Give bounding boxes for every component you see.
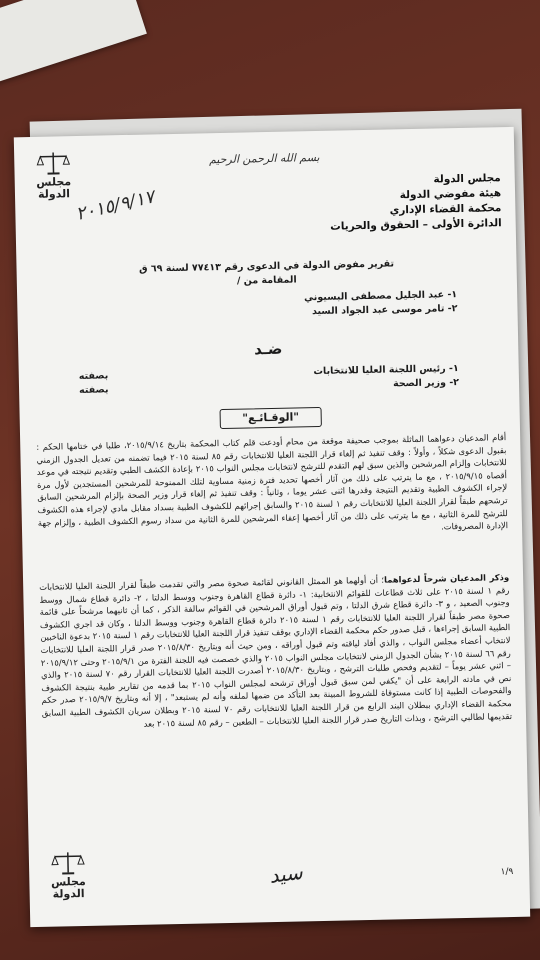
logo-footer-text: مجلس الدولة [50,874,86,901]
defendant-2-capacity: بصفته [78,384,109,397]
document-header [281,171,502,236]
facts-paragraph-2 [39,571,512,732]
header-line-4: الدائرة الأولى – الحقوق والحريات [330,217,502,233]
defendants-list [79,362,460,398]
report-title [106,257,427,292]
header-line-3: محكمة القضاء الإداري [389,202,502,217]
basmala: بسم الله الرحمن الرحيم [208,150,320,167]
facts-heading: "الوقـائـع" [220,407,322,429]
handwritten-signature: سيد [267,859,304,888]
plaintiffs-list [157,288,458,322]
handwritten-date: ٢٠١٥/٩/١٧ [73,186,157,226]
background-paper [0,0,147,83]
document-page [14,127,530,927]
header-line-2: هيئة مفوضي الدولة [399,187,502,202]
paragraph-2-lead: وذكر المدعيان شرحاً لدعواهما [383,572,510,585]
defendant-1-name: ١- رئيس اللجنة العليا للانتخابات [313,363,459,378]
council-logo [22,150,85,201]
page-number: ١/٩ [500,867,514,878]
against-heading: ضـد [253,339,283,359]
logo-text: مجلس الدولة [36,175,72,201]
defendant-1-capacity: بصفته [78,370,109,383]
council-logo-footer [37,850,100,901]
plaintiff-1: ١- عبد الجليل مصطفى البسيوني [304,289,458,304]
scales-icon [36,150,71,177]
facts-paragraph-1: أقام المدعيان دعواهما الماثلة بموجب صحيفة موقعة من محام أودعت قلم كتاب المحكمة بتاريخ ٢٠١٥/٩/١٤، طلبا في ختامها الحكم : بقبول الدعوى شكلاً ، وأولاً : وقف تنفيذ ثم إلغاء قرار اللجنة العليا للانتخابات رقم ٨٥ لسنة ٢٠١٥ فيما تضمنه من تعديل الجدول الزمني للانتخابات وإلزام المرشحين والذين سبق لهم التقدم للترشح لانتخابات مجلس النواب ٢٠١٥ بإعادة الكشف الطبي وتقديم نتيجته في موعد أقصاه ٢٠١٥/٩/١٥ ، مع ما يترتب على ذلك من آثار أخصها تحديد فترة زمنية مساوية لتلك الممنوحة للمرشحين المستجدين لأول مرة لإجراء الكشوف الطبية وتقديم النتيجة وقدرها اثنى عشر يوما ، وثانياً : وقف تنفيذ ثم إلغاء قرار وزير الصحة بإلزام المرشحين السابق ترشحهم طبقاً لقرار اللجنة العليا للانتخابات رقم ١ لسنة ٢٠١٥ والسابق إجرائهم للكشوف الطبية بسداد مقابل مادي لإجراء هذه الكشوف للترشح للمرة الثانية ، مع ما يترتب على ذلك من آثار أخصها إعفاء المرشحين للمرة الثانية من سداد رسوم الكشوف الطبية ، وإلزام جهة الإدارة المصروفات. [36,432,509,532]
header-line-1: مجلس الدولة [433,172,501,186]
scales-icon [51,850,86,877]
defendant-2-name: ٢- وزير الصحة [392,377,460,390]
plaintiff-2: ٢- تامر موسى عبد الجواد السيد [311,303,458,318]
report-title-line-2: المقامة من / [236,274,297,287]
report-title-line-1: تقرير مفوض الدولة في الدعوى رقم ٧٧٤١٣ لسنة ٦٩ ق [138,258,395,275]
paragraph-2-body: ؛ أن أولهما هو الممثل القانوني لقائمة صحوة مصر والتي تقدمت طبقاً لقرار اللجنة العليا للانتخابات رقم ١ لسنة ٢٠١٥ على ثلاث قطاعات للقوائم الانتخابية: ١- دائرة قطاع القاهرة وجنوب ووسط الدلتا ، ٢- دائرة قطاع شمال ووسط وجنوب الصعيد ، و ٣- دائرة قطاع شرق الدلتا ، وتم قبول أوراق المرشحين في القوائم سالفة الذكر ، كما أن ثانيهما مرشحاً على قائمة صحوة مصر طبقاً لقرار اللجنة العليا للانتخابات رقم ١ لسنة ٢٠١٥ دائرة قطاع القاهرة وجنوب ووسط الدلتا ، وكان قد اجري الكشوف الطبية السابق إجراءها ، قبل صدور حكم محكمة القضاء الإداري بوقف تنفيذ قرار اللجنة العليا للانتخابات رقم ١ لسنة ٢٠١٥ بدعوة الناخبين لانتخاب أعضاء مجلس النواب ، والذي أفاد لياقته وتم قبول أوراقه ، ومن حيث أنه وبتاريخ ٢٠١٥/٨/٣٠ صدر قرار اللجنة العليا للانتخابات رقم ٦٦ لسنة ٢٠١٥ بشأن الجدول الزمني لانتخابات مجلس النواب ٢٠١٥ والذي خصصت فيه اللجنة الفترة من ٢٠١٥/٩/١ وحتى ٢٠١٥/٩/١٢ – اثني عشر يوماً – لتقديم وفحص طلبات الترشح ، وبتاريخ ٢٠١٥/٨/٣٠ أصدرت اللجنة العليا للانتخابات القرار رقم ٧٠ لسنة ٢٠١٥ والذي نص في مادته الرابعة على أن "يكفي لمن سبق قبول أوراق ترشحه لمجلس النواب ٢٠١٥ بما قدمه من تقارير طبية بنتيجة الكشوف والفحوصات الطبية إذا كانت مستوفاة للشروط المبينة بعد التأكد من ضمها لملفه وأنه لم يستبعد" ، إلا أنه وبتاريخ ٢٠١٥/٩/٧ صدر حكم محكمة القضاء الإداري ببطلان البند الرابع من قرار اللجنة العليا للانتخابات رقم ٧٠ لسنة ٢٠١٥ وبطلان سريان الكشوف الطبية السابق تقديمها لطالبي الترشح ، وبذات التاريخ صدر قرار اللجنة العليا للانتخابات – الطعين – رقم ٨٥ لسنة ٢٠١٥ بعد [39,574,513,729]
